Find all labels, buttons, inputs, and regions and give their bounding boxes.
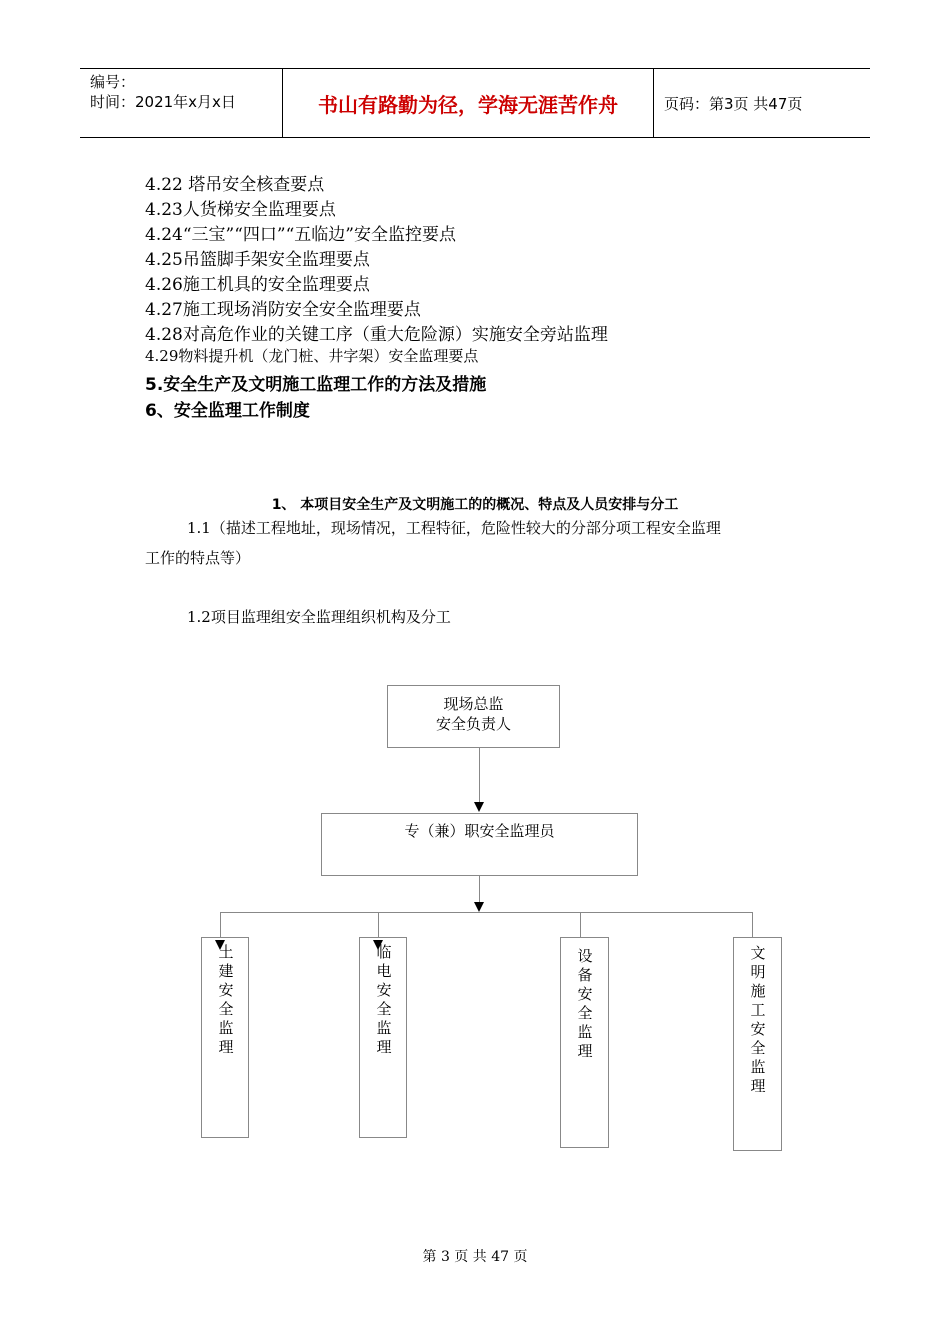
header-motto: 书山有路勤为径，学海无涯苦作舟: [318, 93, 618, 117]
header-left-cell: [80, 69, 283, 137]
page-header: [80, 68, 870, 138]
document-date: 时间：2021年x月x日: [90, 93, 236, 111]
toc-item: 4.23人货梯安全监理要点: [145, 200, 336, 220]
org-leaf-label: 设备安全监理: [577, 947, 593, 1060]
paragraph-line: 1.1（描述工程地址，现场情况，工程特征，危险性较大的分部分项工程安全监理: [187, 519, 721, 537]
toc-heading: 6、安全监理工作制度: [145, 401, 310, 421]
page-footer: 第 3 页 共 47 页: [422, 1249, 528, 1265]
connector-line: [580, 912, 581, 937]
header-right-cell: [654, 69, 870, 137]
connector-line: [378, 912, 379, 937]
org-chief-subtitle: 安全负责人: [435, 715, 511, 733]
connector-line: [479, 748, 480, 802]
arrow-down-icon: [474, 802, 484, 812]
toc-item: 4.24“三宝”“四口”“五临边”安全监控要点: [145, 225, 456, 245]
org-leaf-label: 土建安全监理: [218, 943, 234, 1056]
toc-heading: 5.安全生产及文明施工监理工作的方法及措施: [145, 375, 487, 395]
connector-line: [752, 912, 753, 937]
toc-item: 4.29物料提升机（龙门桩、井字架）安全监理要点: [145, 347, 479, 365]
paragraph-line: 工作的特点等）: [145, 549, 251, 567]
paragraph: 1.2项目监理组安全监理组织机构及分工: [187, 608, 451, 626]
toc-item: 4.22 塔吊安全核查要点: [145, 175, 325, 195]
org-leaf-label: 临电安全监理: [376, 943, 392, 1056]
connector-line: [479, 876, 480, 902]
document-number-label: 编号：: [90, 73, 136, 91]
org-supervisor-title: 专（兼）职安全监理员: [404, 822, 555, 840]
connector-line: [220, 912, 221, 937]
org-leaf-label: 文明施工安全监理: [750, 944, 766, 1095]
toc-item: 4.28对高危作业的关键工序（重大危险源）实施安全旁站监理: [145, 325, 608, 345]
page-number-label: 页码：第3页 共47页: [664, 95, 803, 113]
section-title: 1、 本项目安全生产及文明施工的的概况、特点及人员安排与分工: [271, 497, 679, 513]
arrow-down-icon: [474, 902, 484, 912]
toc-item: 4.27施工现场消防安全安全监理要点: [145, 300, 421, 320]
connector-line: [220, 912, 752, 913]
toc-item: 4.25吊篮脚手架安全监理要点: [145, 250, 370, 270]
toc-item: 4.26施工机具的安全监理要点: [145, 275, 370, 295]
org-chief-title: 现场总监: [443, 695, 504, 713]
header-center-cell: [283, 69, 654, 137]
